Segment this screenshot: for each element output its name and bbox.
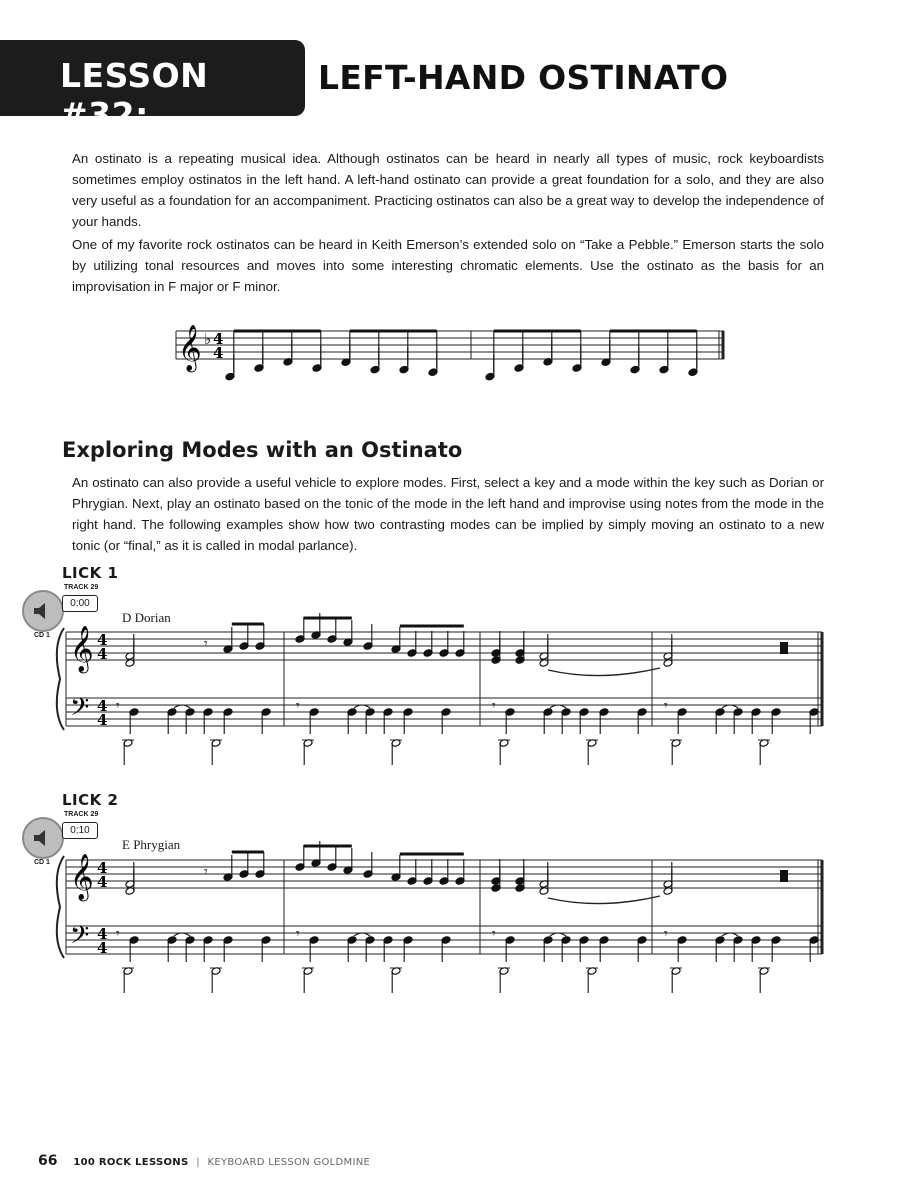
eighth-rest: 𝄾 <box>116 926 120 942</box>
lick-1-bass-time-signature-top: 4 <box>97 697 108 715</box>
lesson-title: LEFT-HAND OSTINATO <box>318 58 729 97</box>
eighth-rest: 𝄾 <box>296 698 300 714</box>
lick-1-mode: D Dorian <box>122 610 171 625</box>
page-footer <box>38 1153 370 1169</box>
cd-label: CD 1 <box>34 632 50 639</box>
track-time: 0:10 <box>62 822 98 839</box>
page-number: 66 <box>38 1153 58 1169</box>
book-subtitle: KEYBOARD LESSON GOLDMINE <box>207 1157 371 1168</box>
eighth-rest: 𝄾 <box>204 864 208 880</box>
example-time-signature-top: 4 <box>213 330 224 348</box>
lick-1-bass-time-signature-bottom: 4 <box>97 711 108 729</box>
bass-clef-icon: 𝄢 <box>70 693 90 728</box>
quarter-rest <box>780 642 788 654</box>
eighth-rest: 𝄾 <box>664 926 668 942</box>
tie <box>548 896 660 904</box>
cd-label: CD 1 <box>34 859 50 866</box>
treble-clef-icon: 𝄞 <box>70 626 94 672</box>
eighth-rest: 𝄾 <box>664 698 668 714</box>
track-label: TRACK 29 <box>64 811 99 818</box>
track-time: 0:00 <box>62 595 98 612</box>
lick-2-bass-time-signature-top: 4 <box>97 925 108 943</box>
eighth-rest: 𝄾 <box>296 926 300 942</box>
section-heading: Exploring Modes with an Ostinato <box>62 438 463 462</box>
lick-2-bass-time-signature-bottom: 4 <box>97 939 108 957</box>
eighth-rest: 𝄾 <box>204 636 208 652</box>
lick-1-brace <box>57 628 64 730</box>
eighth-rest: 𝄾 <box>492 698 496 714</box>
intro-paragraph-2: One of my favorite rock ostinatos can be heard in Keith Emerson’s extended solo on “Take a Pebble.” Emerson starts the solo by utilizing tonal resources and moves into some interesting chromatic elements. Use the ostinato as the basis for an improvisation in F major or F minor. <box>72 237 824 294</box>
quarter-rest <box>780 870 788 882</box>
section-paragraph: An ostinato can also provide a useful vehicle to explore modes. First, select a key and a mode within the key such as Dorian or Phrygian. Next, play an ostinato based on the tonic of the mode in the left hand and improvise using notes from the mode in the right hand. The following examples show how two contrasting modes can be implied by simply moving an ostinato to a new tonic (or “final,” as it is called in modal parlance). <box>72 475 824 553</box>
flat-key-signature: ♭ <box>204 330 212 348</box>
bass-clef-icon: 𝄢 <box>70 921 90 956</box>
lick-1-treble-time-signature-top: 4 <box>97 631 108 649</box>
eighth-rest: 𝄾 <box>116 698 120 714</box>
book-title: 100 ROCK LESSONS <box>73 1157 189 1168</box>
example-time-signature-bottom: 4 <box>213 344 224 362</box>
lick-2-treble-time-signature-bottom: 4 <box>97 873 108 891</box>
eighth-rest: 𝄾 <box>492 926 496 942</box>
lick-2-treble-time-signature-top: 4 <box>97 859 108 877</box>
lick-2-mode: E Phrygian <box>122 837 181 852</box>
treble-clef-icon: 𝄞 <box>70 854 94 900</box>
lick-2-label: LICK 2 <box>62 791 119 809</box>
footer-separator: | <box>196 1157 200 1168</box>
track-label: TRACK 29 <box>64 584 99 591</box>
lick-1-treble-time-signature-bottom: 4 <box>97 645 108 663</box>
tie <box>548 668 660 676</box>
lesson-number: LESSON #32: <box>60 56 209 134</box>
treble-clef-icon: 𝄞 <box>178 325 202 371</box>
intro-paragraph-1: An ostinato is a repeating musical idea. Although ostinatos can be heard in nearly all types of music, rock keyboardists sometimes employ ostinatos in the left hand. A left-hand ostinato can provide a great foundation for a solo, and they are also very useful as a foundation for an accompaniment. Practicing ostinatos can also be a great way to develop the independence of your hands. <box>72 151 824 229</box>
lick-2-brace <box>57 856 64 958</box>
lick-1-label: LICK 1 <box>62 564 119 582</box>
